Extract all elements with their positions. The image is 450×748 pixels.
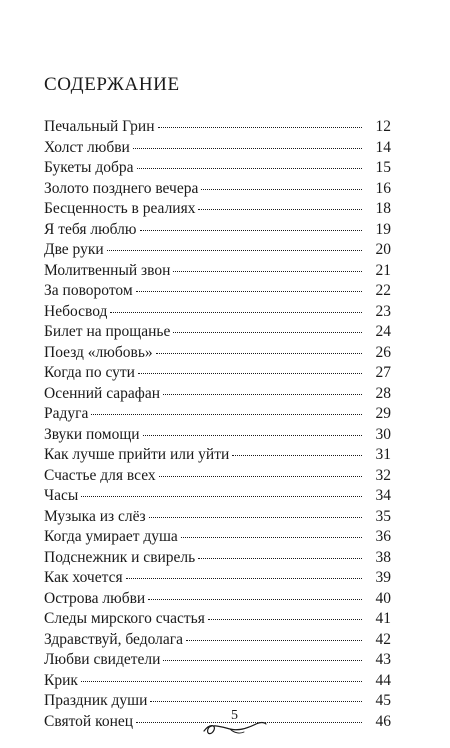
- toc-entry-page: 15: [375, 159, 391, 176]
- dot-leader: [181, 537, 362, 538]
- dot-leader: [173, 271, 362, 272]
- toc-entry-page: 31: [375, 446, 391, 463]
- toc-entry-title: Холст любви: [44, 138, 130, 156]
- toc-entry: [44, 384, 391, 405]
- toc-entry-title: Любви свидетели: [44, 651, 161, 668]
- dot-leader: [136, 291, 362, 292]
- toc-entry: [44, 589, 391, 610]
- table-of-contents: [44, 117, 391, 732]
- toc-entry-page: 38: [375, 548, 391, 566]
- toc-entry: [44, 117, 391, 138]
- toc-entry-page: 40: [375, 589, 391, 607]
- toc-entry: [44, 363, 391, 384]
- toc-entry-title: Святой конец: [44, 712, 134, 730]
- toc-entry-title: Поезд «любовь»: [44, 343, 153, 361]
- toc-entry-page: 27: [375, 364, 391, 381]
- toc-entry-page: 18: [375, 200, 391, 217]
- toc-entry: [44, 240, 391, 261]
- toc-entry-page: 21: [375, 261, 391, 279]
- toc-entry-page: 28: [375, 384, 391, 402]
- toc-entry-title: Я тебя люблю: [44, 220, 137, 238]
- toc-entry: [44, 507, 391, 528]
- toc-entry-page: 34: [375, 487, 391, 504]
- toc-entry-title: За поворотом: [44, 282, 133, 299]
- toc-entry-page: 35: [375, 507, 391, 525]
- toc-entry-title: Осенний сарафан: [44, 384, 160, 402]
- toc-entry: [44, 261, 391, 282]
- toc-entry-page: 46: [375, 712, 391, 730]
- toc-entry-page: 19: [375, 220, 391, 238]
- toc-entry-title: Здравствуй, бедолага: [44, 630, 184, 648]
- toc-entry: [44, 322, 391, 343]
- toc-entry-page: 44: [375, 671, 391, 689]
- toc-entry-page: 23: [375, 302, 391, 320]
- toc-entry-page: 41: [375, 610, 391, 627]
- dot-leader: [159, 476, 362, 477]
- dot-leader: [126, 578, 362, 579]
- toc-entry-title: Печальный Грин: [44, 118, 155, 135]
- dot-leader: [110, 312, 362, 313]
- toc-entry-page: 45: [375, 692, 391, 709]
- toc-entry-page: 16: [375, 179, 391, 197]
- dot-leader: [173, 332, 362, 333]
- page-title: СОДЕРЖАНИЕ: [44, 74, 180, 95]
- dot-leader: [81, 496, 362, 497]
- toc-entry: [44, 630, 391, 651]
- toc-entry-title: Когда по сути: [44, 364, 135, 381]
- toc-entry: [44, 404, 391, 425]
- toc-entry-page: 22: [375, 282, 391, 299]
- toc-entry: [44, 281, 391, 302]
- toc-entry-title: Часы: [44, 487, 79, 504]
- toc-entry-title: Крик: [44, 671, 78, 689]
- toc-entry: [44, 220, 391, 241]
- toc-entry-page: 26: [375, 343, 391, 361]
- toc-entry: [44, 568, 391, 589]
- toc-entry-title: Золото позднего вечера: [44, 179, 199, 197]
- dot-leader: [149, 517, 362, 518]
- toc-entry-title: Музыка из слёз: [44, 507, 146, 525]
- toc-entry-title: Подснежник и свирель: [44, 548, 196, 566]
- toc-entry-title: Бесценность в реалиях: [44, 200, 196, 217]
- toc-entry: [44, 138, 391, 159]
- dot-leader: [201, 189, 362, 190]
- toc-entry: [44, 609, 391, 630]
- toc-entry-title: Радуга: [44, 405, 89, 422]
- toc-entry-page: 36: [375, 528, 391, 545]
- toc-entry: [44, 486, 391, 507]
- dot-leader: [143, 435, 362, 436]
- toc-entry: [44, 343, 391, 364]
- toc-entry-page: 30: [375, 425, 391, 443]
- flourish-ornament-icon: [200, 705, 270, 741]
- dot-leader: [138, 373, 362, 374]
- toc-entry-page: 32: [375, 466, 391, 484]
- toc-entry-title: Букеты добра: [44, 159, 134, 176]
- toc-entry-title: Билет на прощанье: [44, 323, 171, 340]
- toc-entry-page: 24: [375, 323, 391, 340]
- dot-leader: [81, 681, 362, 682]
- toc-entry-page: 12: [375, 118, 391, 135]
- dot-leader: [133, 148, 362, 149]
- toc-entry-title: Следы мирского счастья: [44, 610, 205, 627]
- dot-leader: [208, 619, 362, 620]
- dot-leader: [198, 209, 362, 210]
- dot-leader: [107, 250, 362, 251]
- toc-entry-title: Небосвод: [44, 302, 108, 320]
- page-number: 5: [231, 708, 238, 723]
- toc-entry-title: Счастье для всех: [44, 466, 156, 484]
- dot-leader: [91, 414, 362, 415]
- toc-entry: [44, 158, 391, 179]
- toc-entry-page: 39: [375, 569, 391, 586]
- dot-leader: [163, 394, 362, 395]
- toc-entry-title: Острова любви: [44, 589, 146, 607]
- toc-entry: [44, 445, 391, 466]
- dot-leader: [137, 168, 362, 169]
- toc-entry-page: 20: [375, 241, 391, 258]
- toc-entry-title: Праздник души: [44, 692, 148, 709]
- toc-entry: [44, 466, 391, 487]
- toc-entry: [44, 671, 391, 692]
- toc-entry: [44, 527, 391, 548]
- toc-entry-page: 29: [375, 405, 391, 422]
- toc-entry-title: Когда умирает душа: [44, 528, 178, 545]
- dot-leader: [150, 701, 362, 702]
- dot-leader: [232, 455, 362, 456]
- toc-entry: [44, 179, 391, 200]
- dot-leader: [163, 660, 362, 661]
- toc-entry: [44, 425, 391, 446]
- page-footer: [200, 705, 270, 741]
- toc-entry-title: Как лучше прийти или уйти: [44, 446, 230, 463]
- dot-leader: [198, 558, 362, 559]
- dot-leader: [158, 127, 362, 128]
- toc-entry: [44, 302, 391, 323]
- toc-entry: [44, 548, 391, 569]
- toc-entry-title: Как хочется: [44, 569, 123, 586]
- dot-leader: [148, 599, 362, 600]
- toc-entry-title: Звуки помощи: [44, 425, 140, 443]
- dot-leader: [140, 230, 362, 231]
- toc-entry-title: Молитвенный звон: [44, 261, 171, 279]
- toc-entry: [44, 650, 391, 671]
- toc-entry-title: Две руки: [44, 241, 104, 258]
- toc-entry-page: 42: [375, 630, 391, 648]
- dot-leader: [156, 353, 362, 354]
- toc-entry-page: 14: [375, 138, 391, 156]
- dot-leader: [186, 640, 362, 641]
- toc-entry-page: 43: [375, 651, 391, 668]
- toc-entry: [44, 199, 391, 220]
